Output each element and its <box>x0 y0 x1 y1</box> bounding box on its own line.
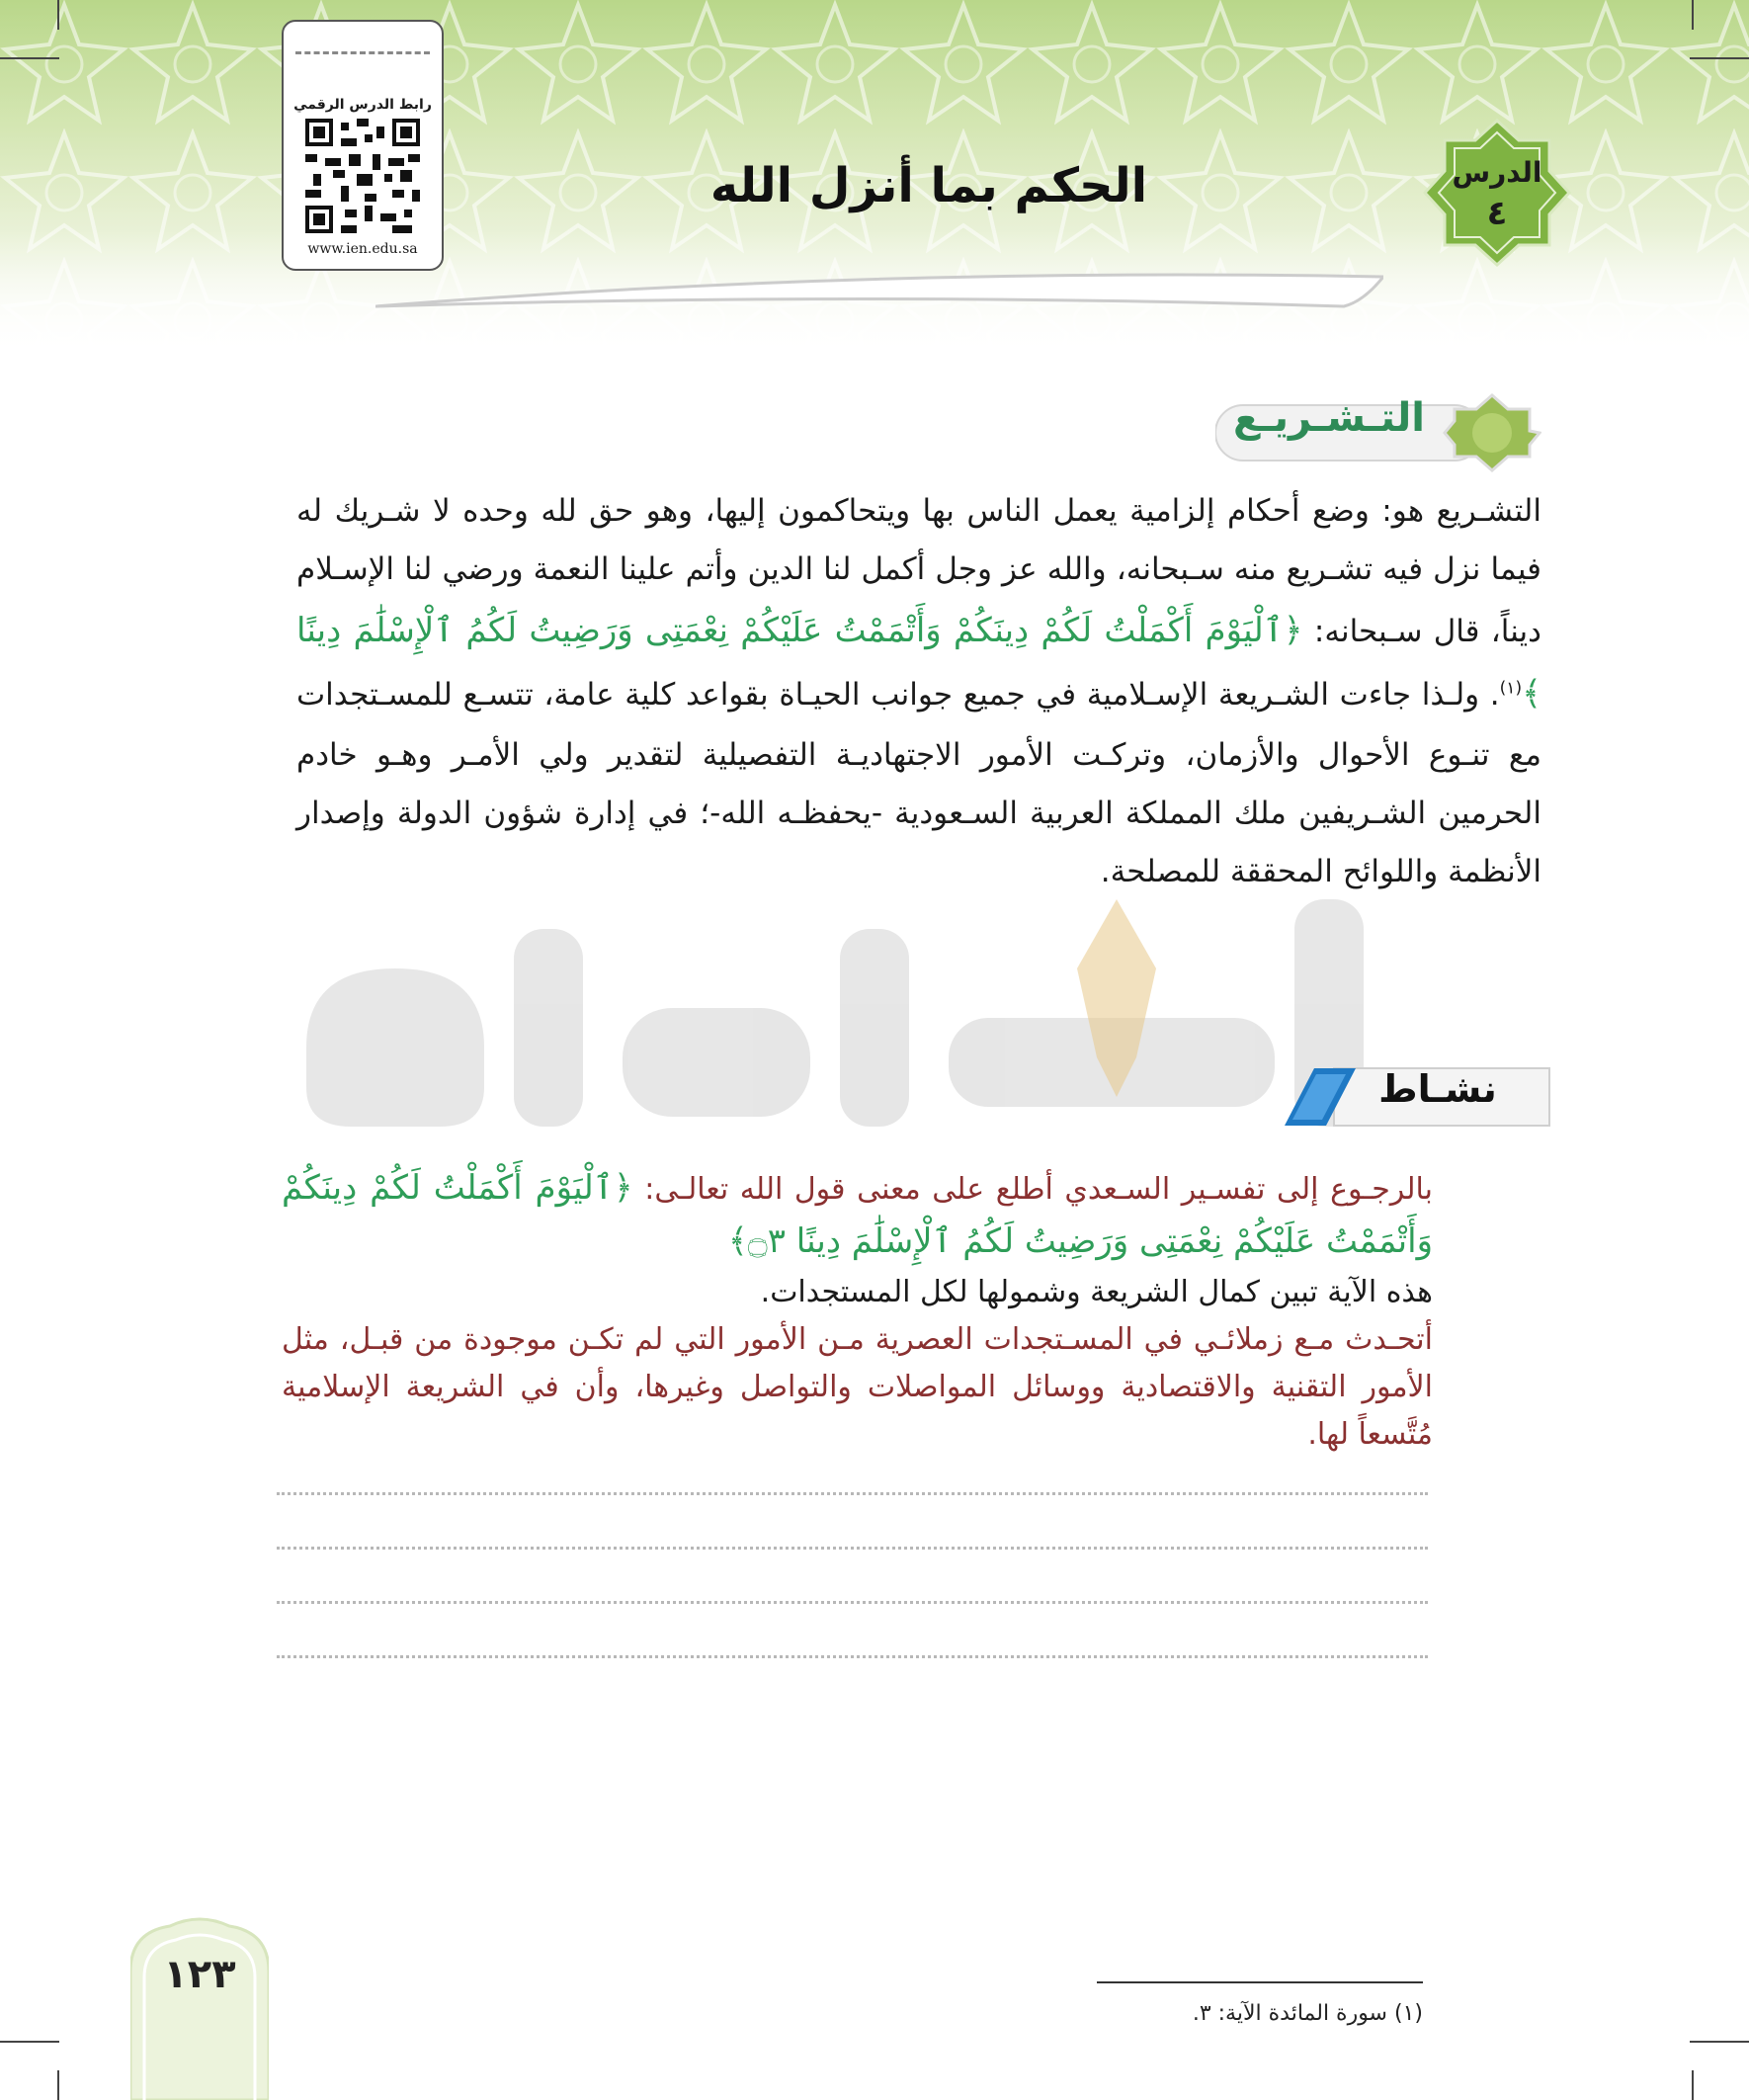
qr-card-decoration <box>295 51 430 84</box>
lesson-title: الحكم بما أنزل الله <box>709 158 1148 213</box>
crop-mark <box>1690 2041 1749 2043</box>
section-heading: التـشـريـع <box>1232 395 1425 441</box>
header-swoosh <box>375 267 1383 326</box>
activity-statement: هذه الآية تبين كمال الشريعة وشمولها لكل المستجدات. <box>760 1274 1433 1309</box>
main-paragraph-text-1: التشـريع هو: وضع أحكام إلزامية يعمل الناس بها ويتحاكمون إليها، وهو حق لله وحده لا شـريك له فيما نزل فيه تشـريع منه سـبحانه، والله عز وجل أكمل لنا الدين وأتم علينا النعمة ورضي لنا الإسـلام ديناً، قال سـبحانه: <box>296 493 1541 649</box>
footnote: (١) سورة المائدة الآية: ٣. <box>1192 2001 1423 2026</box>
crop-mark <box>1692 2070 1694 2100</box>
crop-mark <box>0 2041 59 2043</box>
qr-card[interactable] <box>282 20 444 271</box>
main-paragraph <box>296 482 1541 901</box>
answer-line[interactable] <box>277 1655 1428 1658</box>
lesson-badge-number: ٤ <box>1486 194 1508 233</box>
activity-task: أتحـدث مـع زملائـي في المسـتجدات العصرية مـن الأمور التي لم تكـن موجودة من قبـل، مثل الأمور التقنية والاقتصادية ووسائل المواصلات والتواصل وغيرها، وأن في الشريعة الإسلامية مُتَّسعاً لها. <box>282 1321 1433 1452</box>
qr-url-link[interactable]: www.ien.edu.sa <box>307 241 418 257</box>
footnote-reference[interactable]: (١) <box>1499 679 1523 700</box>
quran-verse: ﴿ٱلْيَوْمَ أَكْمَلْتُ لَكُمْ دِينَكُمْ وَأَتْمَمْتُ عَلَيْكُمْ نِعْمَتِى وَرَضِيتُ لَكُمُ ٱلْإِسْلَٰمَ دِينًا ﴾ <box>296 610 1541 714</box>
page-number-tab <box>130 1912 269 2100</box>
crop-mark <box>1690 57 1749 59</box>
crop-mark <box>57 2070 59 2100</box>
footnote-divider <box>1097 1981 1423 1983</box>
crop-mark <box>0 57 59 59</box>
qr-caption: رابط الدرس الرقمي <box>293 97 432 113</box>
activity-intro: بالرجـوع إلى تفسـير السـعدي أطلع على معنى قول الله تعالـى: <box>644 1172 1433 1207</box>
crop-mark <box>57 0 59 30</box>
answer-line[interactable] <box>277 1547 1428 1550</box>
page-number: ١٢٣ <box>163 1952 236 1997</box>
activity-label: نشـاط <box>1378 1067 1497 1111</box>
activity-block <box>282 1161 1433 1459</box>
answer-line[interactable] <box>277 1601 1428 1604</box>
main-paragraph-text-2: . ولـذا جاءت الشـريعة الإسـلامية في جميع جوانب الحيـاة بقواعد كلية عامة، تتسـع للمسـتجدات مع تنـوع الأحوال والأزمان، وتركـت الأمور الاجتهاديـة التفصيلية لتقدير ولي الأمـر وهـو خادم الحرمين الشـريفين ملك المملكة العربية السـعودية -يحفظـه الله-؛ في إدارة شؤون الدولة وإصدار الأنظمة واللوائح المحققة للمصلحة. <box>296 677 1541 889</box>
answer-line[interactable] <box>277 1492 1428 1495</box>
activity-verse: ﴿ٱلْيَوْمَ أَكْمَلْتُ لَكُمْ دِينَكُمْ وَأَتْمَمْتُ عَلَيْكُمْ نِعْمَتِى وَرَضِيتُ لَكُمُ ٱلْإِسْلَٰمَ دِينًا ۝٣﴾ <box>282 1168 1433 1262</box>
crop-mark <box>1692 0 1694 30</box>
lesson-badge-label: الدرس <box>1452 156 1542 189</box>
qr-code-icon[interactable] <box>305 119 420 233</box>
lesson-badge-shape <box>1423 119 1571 267</box>
activity-intro-line <box>282 1161 1433 1269</box>
